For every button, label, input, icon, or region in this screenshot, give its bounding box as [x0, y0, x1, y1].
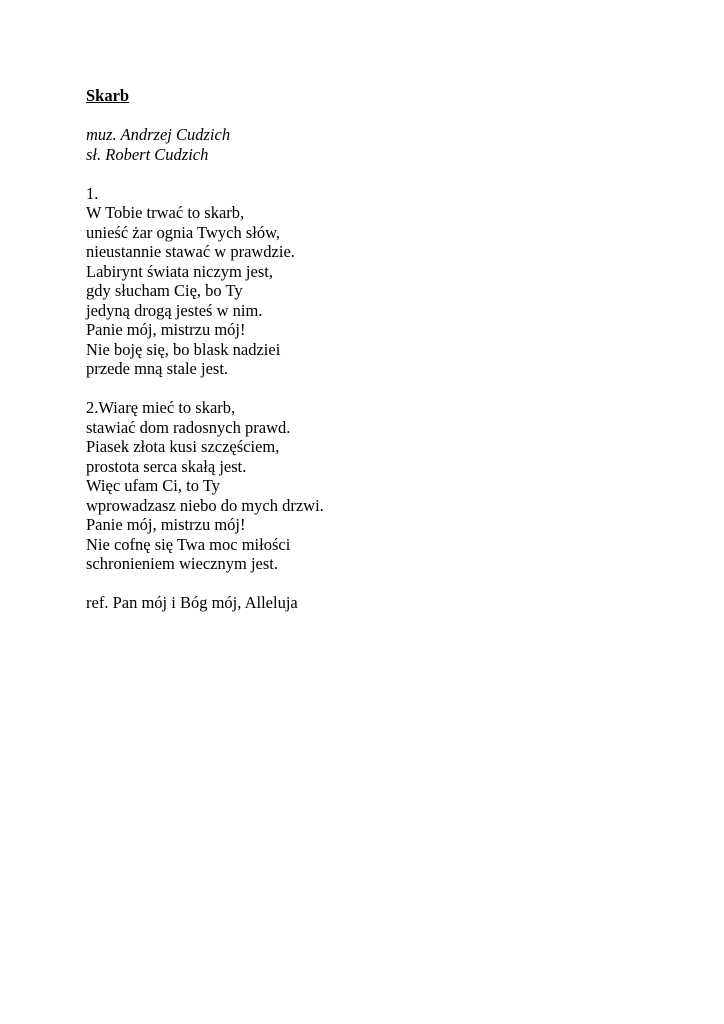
verse-line: Panie mój, mistrzu mój! — [86, 515, 246, 534]
verse-line: wprowadzasz niebo do mych drzwi. — [86, 495, 324, 515]
verse-line: gdy słucham Cię, bo Ty — [86, 281, 243, 300]
verse-line: Labirynt świata niczym jest, — [86, 261, 273, 281]
verse-number: 1. — [86, 183, 99, 203]
verse-line: jedyną drogą jesteś w nim. — [86, 300, 263, 320]
verse-line: Nie boję się, bo blask nadziei — [86, 339, 281, 359]
verse-line: nieustannie stawać w prawdzie. — [86, 242, 295, 261]
verse-line: W Tobie trwać to skarb, — [86, 203, 245, 222]
verse-line: Piasek złota kusi szczęściem, — [86, 437, 280, 456]
verse-1 — [86, 184, 646, 379]
music-credit: muz. Andrzej Cudzich — [86, 125, 231, 144]
verse-2 — [86, 398, 646, 574]
refrain-line: ref. Pan mój i Bóg mój, Alleluja — [86, 593, 298, 612]
verse-line: unieść żar ognia Twych słów, — [86, 222, 281, 242]
verse-line: prostota serca skałą jest. — [86, 456, 247, 476]
song-credits — [86, 125, 646, 164]
refrain — [86, 593, 646, 613]
lyrics-credit: sł. Robert Cudzich — [86, 144, 209, 164]
verse-line: Panie mój, mistrzu mój! — [86, 320, 246, 339]
verse-line: stawiać dom radosnych prawd. — [86, 417, 291, 437]
verse-line: Więc ufam Ci, to Ty — [86, 476, 220, 495]
verse-line: przede mną stale jest. — [86, 359, 229, 378]
verse-line: schronieniem wiecznym jest. — [86, 554, 278, 573]
verse-line: 2.Wiarę mieć to skarb, — [86, 398, 236, 417]
song-title: Skarb — [86, 86, 130, 105]
song-lyrics — [86, 86, 646, 613]
verse-line: Nie cofnę się Twa moc miłości — [86, 534, 291, 554]
